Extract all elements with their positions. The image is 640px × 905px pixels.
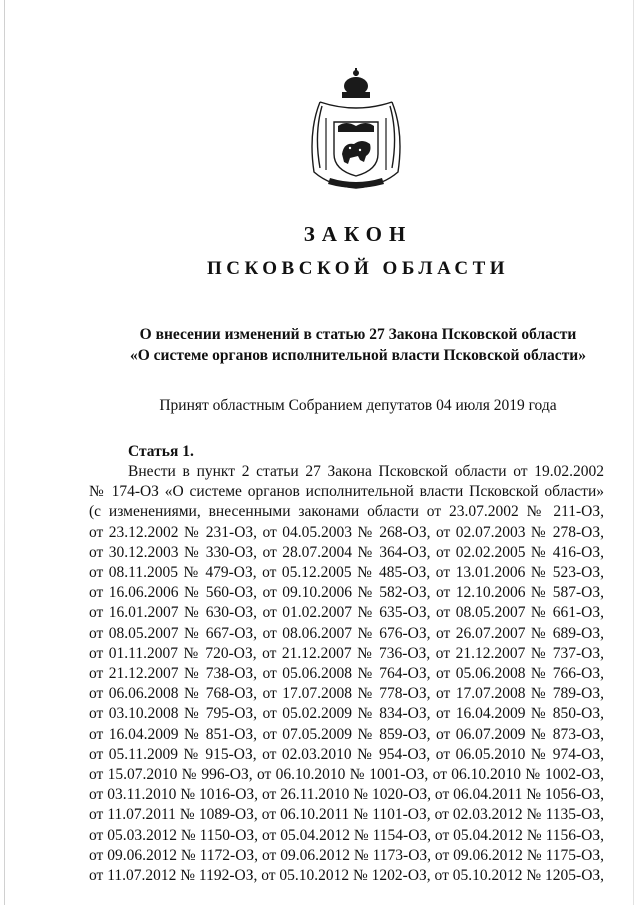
body-line: от 05.11.2009 № 915-ОЗ, от 02.03.2010 № 954-ОЗ, от 06.05.2010 № 974-ОЗ, [89,745,604,763]
body-line: от 06.06.2008 № 768-ОЗ, от 17.07.2008 № 778-ОЗ, от 17.07.2008 № 789-ОЗ, [89,685,604,703]
body-line: от 23.12.2002 № 231-ОЗ, от 04.05.2003 № 268-ОЗ, от 02.07.2003 № 278-ОЗ, [89,523,604,541]
scan-edge-left [4,0,5,905]
article-heading: Статья 1. [128,443,194,460]
body-line: (с изменениями, внесенными законами области от 23.07.2002 № 211-ОЗ, [89,503,604,521]
body-line: от 21.12.2007 № 738-ОЗ, от 05.06.2008 № 764-ОЗ, от 05.06.2008 № 766-ОЗ, [89,665,604,683]
body-line: от 11.07.2012 № 1192-ОЗ, от 05.10.2012 № 1202-ОЗ, от 05.10.2012 № 1205-ОЗ, [89,867,605,885]
body-line: от 03.11.2010 № 1016-ОЗ, от 26.11.2010 № 1020-ОЗ, от 06.04.2011 № 1056-ОЗ, [89,786,604,804]
body-line: от 11.07.2011 № 1089-ОЗ, от 06.10.2011 № 1101-ОЗ, от 02.03.2012 № 1135-ОЗ, [89,806,604,824]
body-line: от 09.06.2012 № 1172-ОЗ, от 09.06.2012 № 1173-ОЗ, от 09.06.2012 № 1175-ОЗ, [89,846,604,864]
body-line: от 01.11.2007 № 720-ОЗ, от 21.12.2007 № 736-ОЗ, от 21.12.2007 № 737-ОЗ, [89,644,604,662]
document-issuer: ПСКОВСКОЙ ОБЛАСТИ [206,258,510,279]
document-subject [0,324,640,366]
body-line: от 30.12.2003 № 330-ОЗ, от 28.07.2004 № 364-ОЗ, от 02.02.2005 № 416-ОЗ, [89,543,604,561]
body-line: от 03.10.2008 № 795-ОЗ, от 05.02.2009 № 834-ОЗ, от 16.04.2009 № 850-ОЗ, [89,705,604,723]
document-title: ЗАКОН [303,222,413,246]
body-line: от 08.05.2007 № 667-ОЗ, от 08.06.2007 № 676-ОЗ, от 26.07.2007 № 689-ОЗ, [89,624,604,642]
body-line: № 174-ОЗ «О системе органов исполнительной власти Псковской области» [89,483,604,501]
body-line: от 15.07.2010 № 996-ОЗ, от 06.10.2010 № 1001-ОЗ, от 06.10.2010 № 1002-ОЗ, [89,766,604,784]
article-body [89,462,604,886]
body-line: от 16.06.2006 № 560-ОЗ, от 09.10.2006 № 582-ОЗ, от 12.10.2006 № 587-ОЗ, [89,584,604,602]
scan-edge-right [633,0,634,905]
pskov-coat-of-arms-icon [300,62,412,194]
body-line: от 16.04.2009 № 851-ОЗ, от 07.05.2009 № 859-ОЗ, от 06.07.2009 № 873-ОЗ, [89,725,604,743]
body-line: от 16.01.2007 № 630-ОЗ, от 01.02.2007 № 635-ОЗ, от 08.05.2007 № 661-ОЗ, [89,604,604,622]
body-line: Внести в пункт 2 статьи 27 Закона Псковской области от 19.02.2002 [128,463,604,480]
body-line: от 05.03.2012 № 1150-ОЗ, от 05.04.2012 № 1154-ОЗ, от 05.04.2012 № 1156-ОЗ, [89,826,604,844]
subject-line-2: «О системе органов исполнительной власти Псковской области» [130,347,586,364]
body-line: от 08.11.2005 № 479-ОЗ, от 05.12.2005 № 485-ОЗ, от 13.01.2006 № 523-ОЗ, [89,564,604,582]
subject-line-1: О внесении изменений в статью 27 Закона Псковской области [139,326,577,343]
adoption-note: Принят областным Собранием депутатов 04 июля 2019 года [159,397,557,414]
